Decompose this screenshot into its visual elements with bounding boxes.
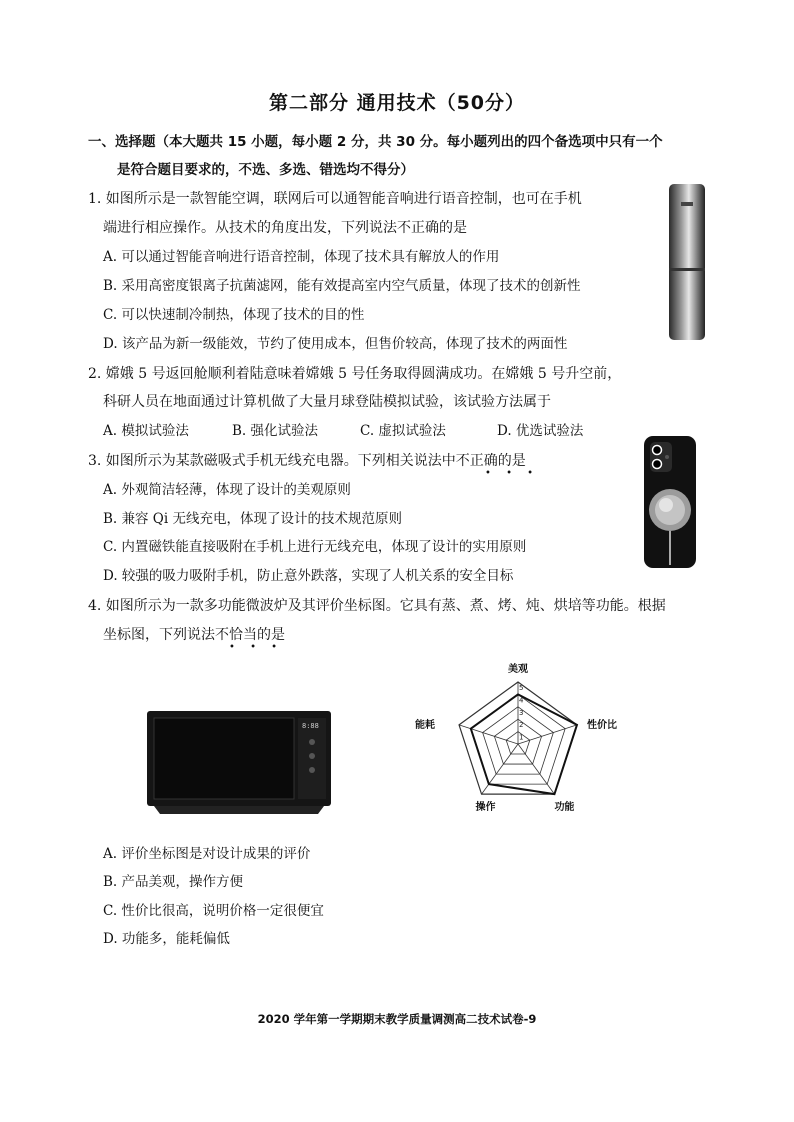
radar-axis-label: 功能 xyxy=(554,802,575,814)
q1-option-a: A. 可以通过智能音响进行语音控制，体现了技术具有解放人的作用 xyxy=(103,249,500,265)
air-conditioner-image xyxy=(664,182,710,342)
radar-tick-label: 3 xyxy=(519,708,524,717)
radar-ticks xyxy=(519,684,524,742)
radar-axis-label: 操作 xyxy=(475,802,496,814)
q2-option-c: C. 虚拟试验法 xyxy=(360,423,446,439)
page-title: 第二部分 通用技术（50分） xyxy=(268,92,526,114)
q1-stem: 1. 如图所示是一款智能空调，联网后可以通智能音响进行语音控制，也可在手机 xyxy=(88,191,582,207)
q1-option-c: C. 可以快速制冷制热，体现了技术的目的性 xyxy=(103,307,365,323)
q2-option-d: D. 优选试验法 xyxy=(497,423,584,439)
q4-stem: 4. 如图所示为一款多功能微波炉及其评价坐标图。它具有蒸、煮、烤、炖、烘培等功能。根据 xyxy=(88,598,666,614)
microwave-display: 8:88 xyxy=(302,722,319,730)
radar-axis-label: 美观 xyxy=(508,664,528,675)
radar-tick-label: 1 xyxy=(519,733,524,742)
q2-stem: 2. 嫦娥 5 号返回舱顺利着陆意味着嫦娥 5 号任务取得圆满成功。在嫦娥 5 号升空前， xyxy=(88,366,622,382)
q3-option-d: D. 较强的吸力吸附手机，防止意外跌落，实现了人机关系的安全目标 xyxy=(103,568,514,584)
q4-option-d: D. 功能多，能耗偏低 xyxy=(103,931,230,947)
q1-option-d: D. 该产品为新一级能效，节约了使用成本，但售价较高，体现了技术的两面性 xyxy=(103,336,568,352)
evaluation-radar-chart xyxy=(400,652,640,827)
q1-option-b: B. 采用高密度银离子抗菌滤网，能有效提高室内空气质量，体现了技术的创新性 xyxy=(103,278,581,294)
section-heading-cont: 是符合题目要求的，不选、多选、错选均不得分） xyxy=(117,162,414,178)
q3-option-b: B. 兼容 Qi 无线充电，体现了设计的技术规范原则 xyxy=(103,511,402,527)
emphasis-dots: • • • xyxy=(485,468,540,479)
radar-tick-label: 2 xyxy=(519,721,524,730)
q1-stem-cont: 端进行相应操作。从技术的角度出发，下列说法不正确的是 xyxy=(103,220,467,236)
radar-tick-label: 5 xyxy=(519,684,524,692)
q3-option-c: C. 内置磁铁能直接吸附在手机上进行无线充电，体现了设计的实用原则 xyxy=(103,539,527,555)
radar-axis-line xyxy=(518,744,554,794)
q2-option-a: A. 模拟试验法 xyxy=(103,423,189,439)
radar-axis-label: 能耗 xyxy=(415,719,436,731)
q2-option-b: B. 强化试验法 xyxy=(232,423,319,439)
radar-tick-label: 4 xyxy=(519,696,524,705)
wireless-charger-image xyxy=(642,434,698,570)
q4-option-a: A. 评价坐标图是对设计成果的评价 xyxy=(103,846,311,862)
q4-option-b: B. 产品美观，操作方便 xyxy=(103,874,244,890)
section-heading: 一、选择题（本大题共 15 小题，每小题 2 分，共 30 分。每小题列出的四个备选项中只有一个 xyxy=(88,134,663,150)
q4-stem-cont: 坐标图，下列说法不恰当的是 xyxy=(103,627,285,643)
radar-axis-line xyxy=(518,725,577,744)
radar-axis-line xyxy=(459,725,518,744)
page-footer: 2020 学年第一学期期末教学质量调测高二技术试卷-9 xyxy=(257,1012,537,1026)
emphasis-dots: • • • xyxy=(229,642,284,653)
q3-option-a: A. 外观简洁轻薄，体现了设计的美观原则 xyxy=(103,482,351,498)
q4-option-c: C. 性价比很高，说明价格一定很便宜 xyxy=(103,903,324,919)
microwave-image xyxy=(144,708,334,818)
radar-axis-label: 性价比 xyxy=(586,719,617,731)
q3-stem: 3. 如图所示为某款磁吸式手机无线充电器。下列相关说法中不正确的是 xyxy=(88,453,526,469)
q2-stem-cont: 科研人员在地面通过计算机做了大量月球登陆模拟试验，该试验方法属于 xyxy=(103,394,551,410)
